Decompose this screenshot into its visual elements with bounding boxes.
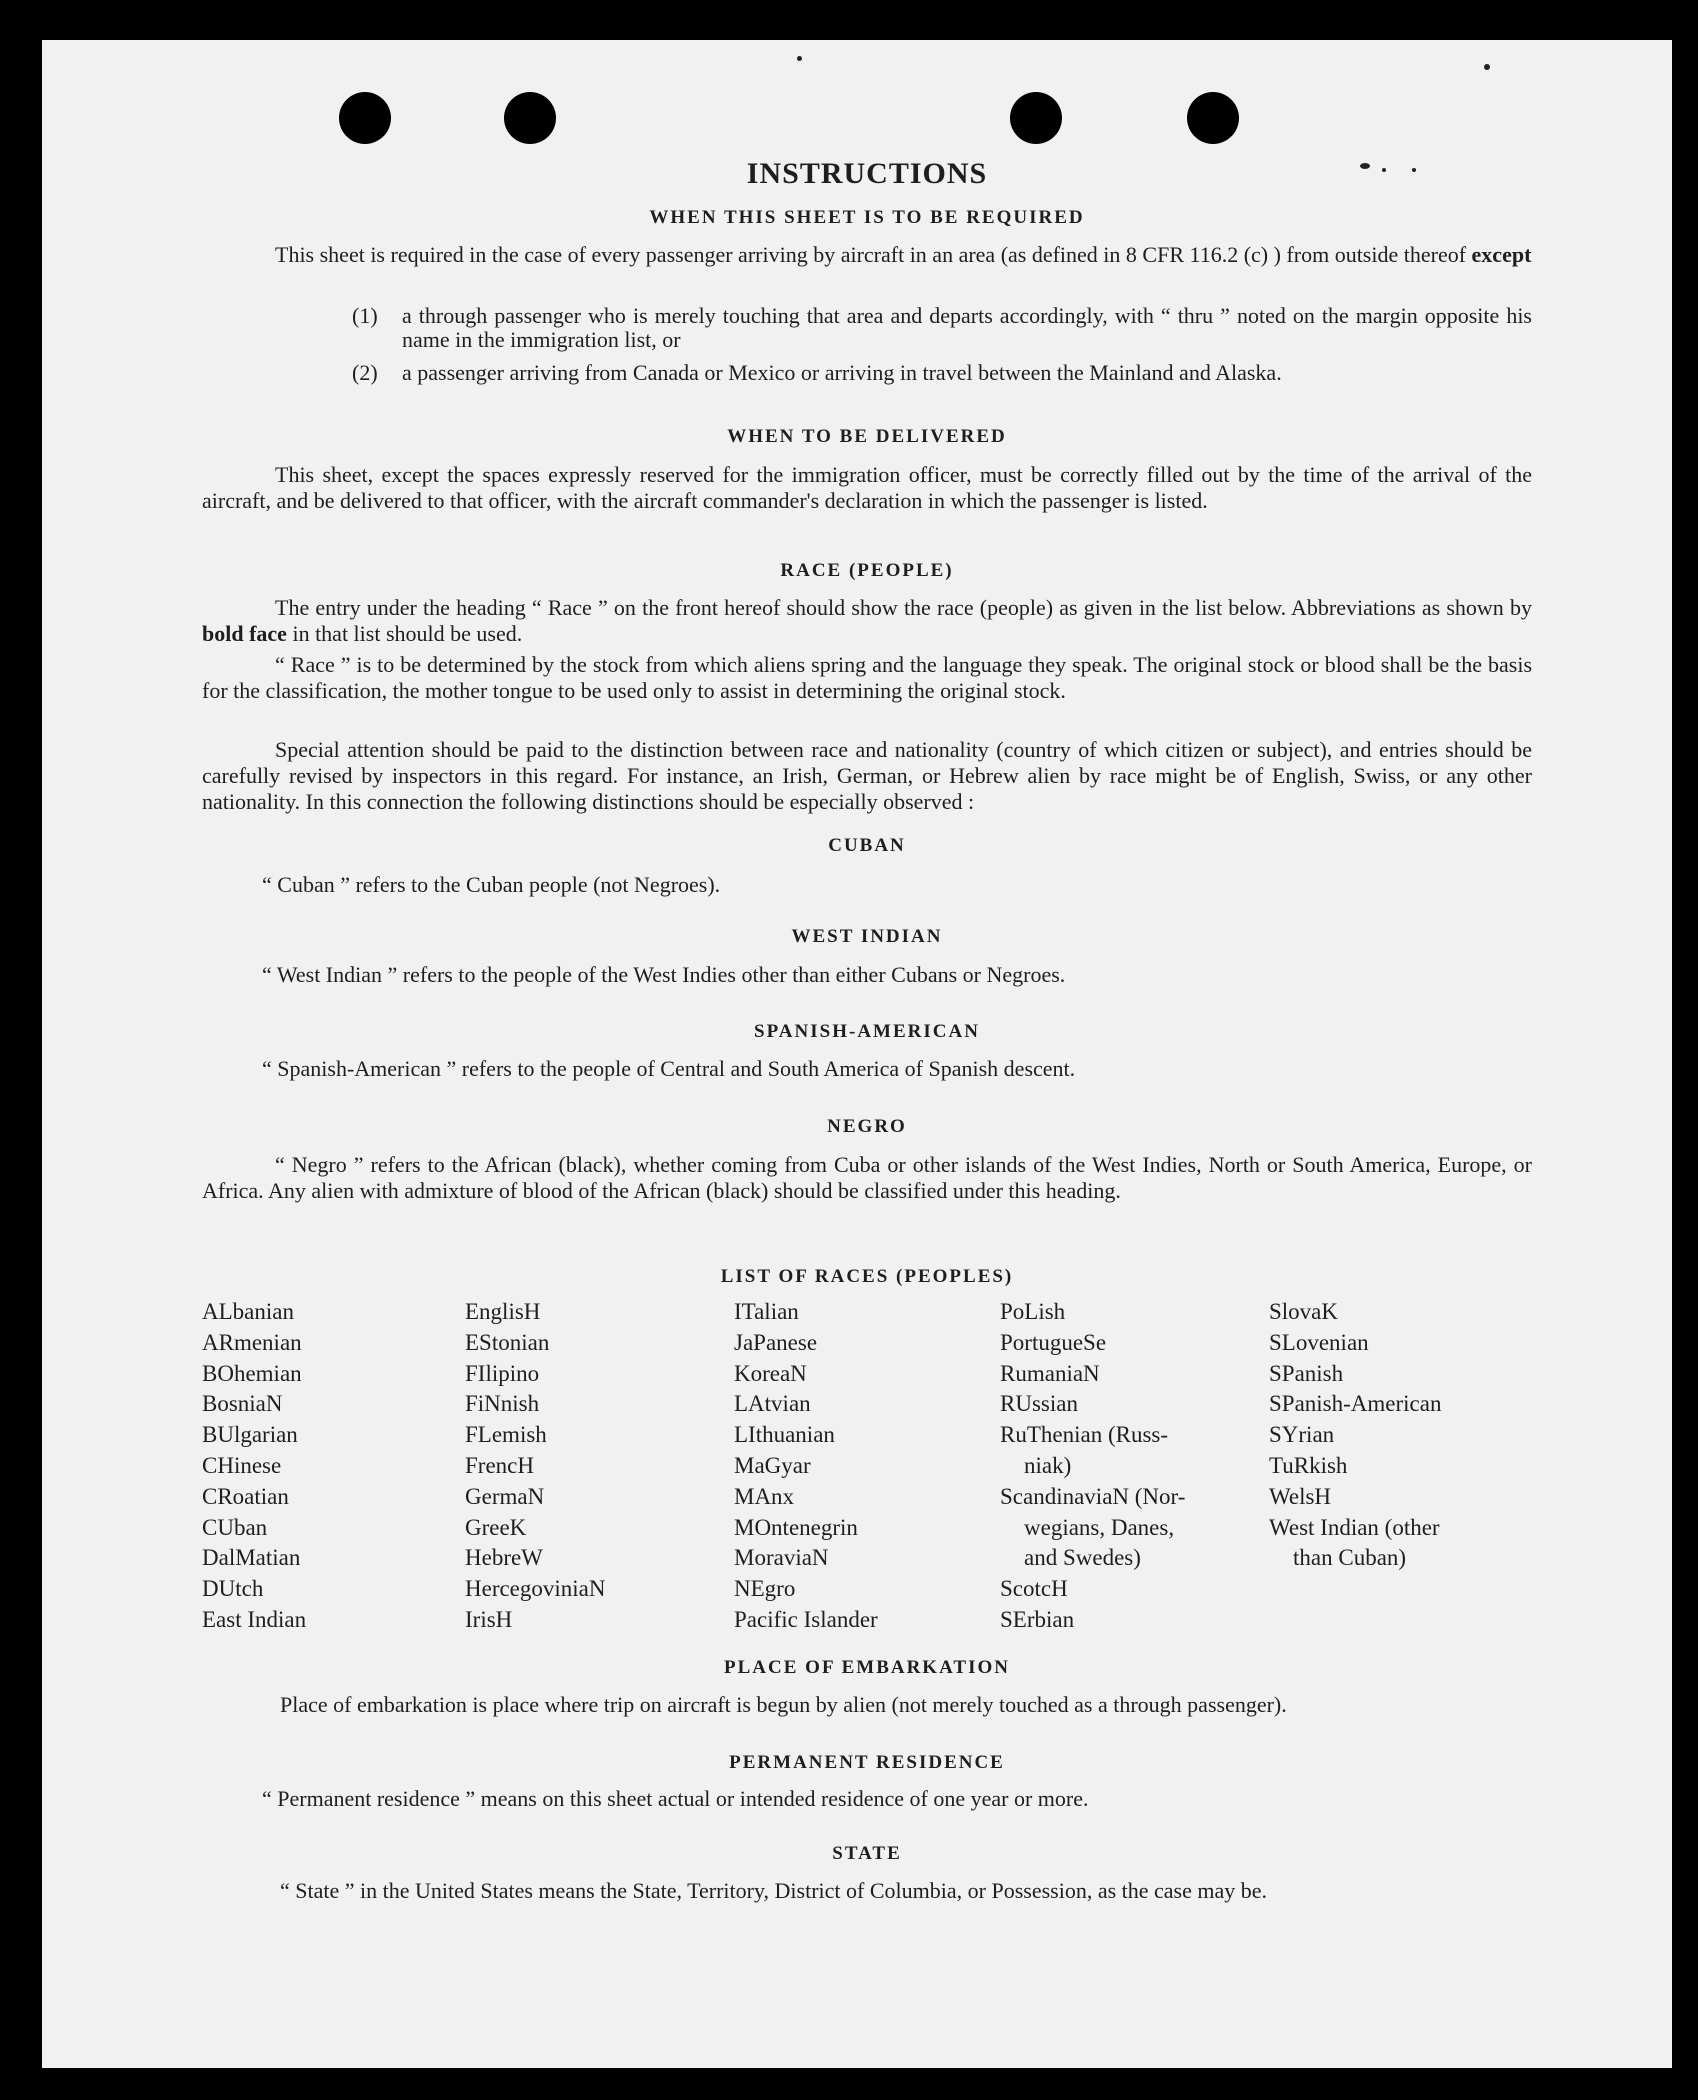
punch-hole [504, 92, 556, 144]
section-heading: WHEN THIS SHEET IS TO BE REQUIRED [649, 207, 1085, 228]
paragraph: Place of embarkation is place where trip on aircraft is begun by alien (not merely touched as a through passenger). [280, 1692, 1287, 1717]
list-item: GermaN [465, 1483, 545, 1509]
list-item: than Cuban) [1293, 1545, 1407, 1571]
list-item: BOhemian [202, 1360, 302, 1386]
list-item: DalMatian [202, 1545, 301, 1571]
list-item: ScotcH [1000, 1576, 1068, 1602]
list-item: IrisH [465, 1606, 513, 1632]
section-heading: WHEN TO BE DELIVERED [727, 426, 1007, 447]
list-item: RumaniaN [1000, 1360, 1100, 1386]
list-item: MoraviaN [734, 1545, 829, 1571]
race-column [1000, 1297, 1185, 1636]
race-column [465, 1297, 606, 1636]
list-item: FrencH [465, 1452, 534, 1478]
document-page [42, 40, 1672, 2068]
list-item: DUtch [202, 1576, 264, 1602]
list-item: and Swedes) [1024, 1545, 1141, 1571]
punch-hole [339, 92, 391, 144]
list-item: PoLish [1000, 1299, 1066, 1324]
list-item: BosniaN [202, 1391, 283, 1417]
list-item: FiNnish [465, 1391, 540, 1417]
list-item: KoreaN [734, 1360, 807, 1386]
section-heading: PERMANENT RESIDENCE [729, 1752, 1005, 1773]
speck-mark [1484, 64, 1490, 70]
list-item: (2) a passenger arriving from Canada or Mexico or arriving in travel between the Mainland and Alaska. [352, 360, 1282, 385]
section-heading: RACE (PEOPLE) [780, 560, 954, 581]
race-column [1269, 1297, 1441, 1574]
paragraph: “ Cuban ” refers to the Cuban people (not Negroes). [262, 872, 721, 897]
list-item: MaGyar [734, 1452, 811, 1478]
section-heading: NEGRO [827, 1116, 907, 1137]
list-item: wegians, Danes, [1024, 1514, 1175, 1540]
paragraph: Special attention should be paid to the distinction between race and nationality (country of which citizen or subject), and entries should be carefully revised by inspectors in this regard. For instance, an Irish, German, or Hebrew alien by race might be of English, Swiss, or any other nationality. In this connection the following distinctions should be especially observed : [202, 737, 1532, 814]
list-item: SlovaK [1269, 1299, 1338, 1324]
section-heading: CUBAN [828, 835, 906, 856]
list-item: NEgro [734, 1576, 796, 1602]
paragraph: “ West Indian ” refers to the people of the West Indies other than either Cubans or Negroes. [262, 962, 1066, 987]
list-item: WelsH [1269, 1483, 1332, 1509]
list-item: RuThenian (Russ- [1000, 1422, 1169, 1448]
paragraph: “ State ” in the United States means the State, Territory, District of Columbia, or Possession, as the case may be. [280, 1878, 1268, 1903]
list-item: EStonian [465, 1329, 550, 1355]
list-item: HebreW [465, 1545, 543, 1571]
list-item: PortugueSe [1000, 1329, 1107, 1355]
list-item: SPanish [1269, 1360, 1344, 1386]
paragraph: The entry under the heading “ Race ” on the front hereof should show the race (people) as given in the list below. Abbreviations as shown by bold face in that list should be used. [202, 595, 1532, 646]
list-item: Pacific Islander [734, 1606, 878, 1632]
paragraph: “ Spanish-American ” refers to the people of Central and South America of Spanish descent. [262, 1056, 1076, 1081]
list-item: FIlipino [465, 1360, 540, 1386]
list-item: MOntenegrin [734, 1514, 858, 1540]
list-item: LIthuanian [734, 1422, 835, 1448]
section-heading: WEST INDIAN [791, 926, 943, 947]
section-heading: LIST OF RACES (PEOPLES) [720, 1266, 1014, 1287]
list-item: niak) [1024, 1452, 1072, 1478]
paragraph: “ Negro ” refers to the African (black), whether coming from Cuba or other islands of the West Indies, North or South America, Europe, or Africa. Any alien with admixture of blood of the African (black) should be classified under this heading. [202, 1152, 1532, 1203]
list-item: EnglisH [465, 1299, 541, 1324]
list-item: ALbanian [202, 1299, 294, 1324]
list-item: ScandinaviaN (Nor- [1000, 1483, 1186, 1509]
punch-hole [1187, 92, 1239, 144]
race-column [202, 1297, 306, 1636]
list-item: RUssian [1000, 1391, 1078, 1417]
list-item: West Indian (other [1269, 1514, 1440, 1540]
list-item: TuRkish [1269, 1452, 1348, 1478]
page-title: INSTRUCTIONS [746, 157, 988, 190]
section-heading: SPANISH-AMERICAN [754, 1021, 980, 1042]
list-item: HercegoviniaN [465, 1576, 606, 1602]
list-item: CRoatian [202, 1483, 289, 1509]
list-item: SLovenian [1269, 1329, 1369, 1355]
list-item: ITalian [734, 1299, 799, 1324]
list-item: (1) a through passenger who is merely touching that area and departs accordingly, with “ thru ” noted on the margin opposite his name in the immigration list, or [352, 303, 1532, 352]
paragraph: “ Permanent residence ” means on this sheet actual or intended residence of one year or more. [262, 1786, 1089, 1811]
punch-hole [1010, 92, 1062, 144]
list-item: ARmenian [202, 1329, 302, 1355]
list-item: East Indian [202, 1606, 307, 1632]
section-heading: STATE [832, 1843, 902, 1864]
paragraph: “ Race ” is to be determined by the stock from which aliens spring and the language they speak. The original stock or blood shall be the basis for the classification, the mother tongue to be used only to assist in determining the original stock. [202, 652, 1532, 703]
list-item: MAnx [734, 1483, 795, 1509]
section-heading: PLACE OF EMBARKATION [724, 1657, 1010, 1678]
list-item: SYrian [1269, 1422, 1335, 1448]
race-column [734, 1297, 878, 1636]
list-item: CHinese [202, 1452, 282, 1478]
list-item: SPanish-American [1269, 1391, 1442, 1417]
list-item: LAtvian [734, 1391, 811, 1417]
list-item: JaPanese [734, 1329, 818, 1355]
paragraph: This sheet is required in the case of every passenger arriving by aircraft in an area (as defined in 8 CFR 116.2 (c) ) from outside thereof except [275, 242, 1532, 267]
list-item: GreeK [465, 1514, 527, 1540]
list-item: CUban [202, 1514, 268, 1540]
speck-mark [797, 56, 802, 61]
paragraph: This sheet, except the spaces expressly reserved for the immigration officer, must be correctly filled out by the time of the arrival of the aircraft, and be delivered to that officer, with the aircraft commander's declaration in which the passenger is listed. [202, 462, 1532, 513]
list-item: SErbian [1000, 1606, 1075, 1632]
list-item: FLemish [465, 1422, 547, 1448]
list-item: BUlgarian [202, 1422, 298, 1448]
